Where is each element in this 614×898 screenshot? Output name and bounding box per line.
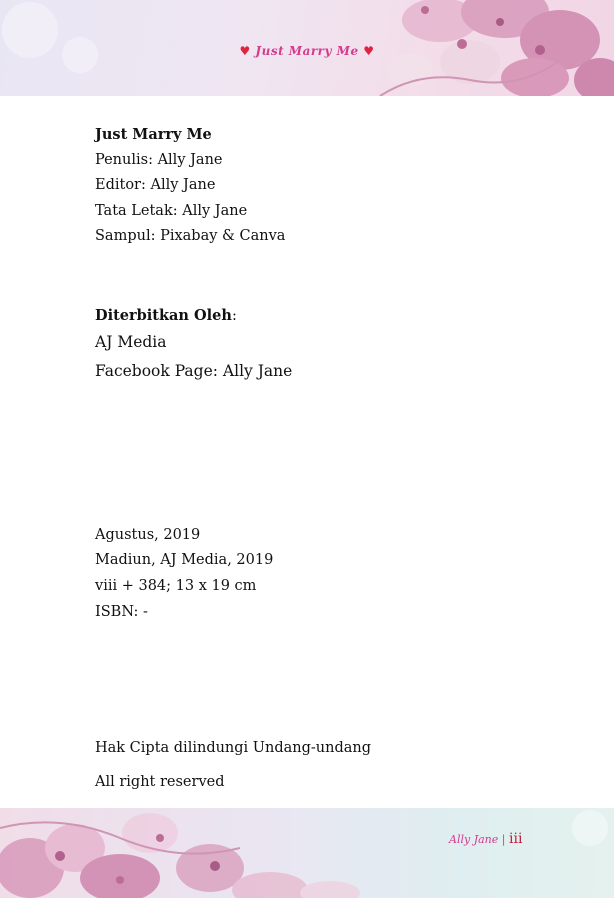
cover-line: Sampul: Pixabay & Canva bbox=[95, 228, 286, 244]
book-title: Just Marry Me bbox=[95, 126, 212, 143]
footer-separator: | bbox=[501, 833, 506, 846]
layout-line: Tata Letak: Ally Jane bbox=[95, 203, 248, 219]
publication-pages-size: viii + 384; 13 x 19 cm bbox=[95, 578, 257, 594]
publication-imprint: Madiun, AJ Media, 2019 bbox=[95, 552, 274, 568]
publisher-facebook: Facebook Page: Ally Jane bbox=[95, 362, 293, 380]
footer-credit bbox=[449, 831, 522, 847]
copyright-notice: Hak Cipta dilindungi Undang-undang bbox=[95, 740, 372, 756]
footer-author: Ally Jane bbox=[449, 833, 499, 846]
publication-isbn: ISBN: - bbox=[95, 604, 148, 620]
heart-icon: ♥ bbox=[239, 44, 251, 58]
page-footer bbox=[0, 808, 614, 898]
publisher-heading-line bbox=[95, 307, 237, 324]
publisher-name: AJ Media bbox=[95, 333, 167, 351]
rights-reserved: All right reserved bbox=[95, 774, 225, 790]
floral-footer-illustration bbox=[0, 808, 614, 898]
running-title: Just Marry Me bbox=[255, 44, 359, 58]
publisher-heading: Diterbitkan Oleh bbox=[95, 307, 232, 324]
page-number: iii bbox=[508, 831, 523, 847]
editor-line: Editor: Ally Jane bbox=[95, 177, 216, 193]
author-line: Penulis: Ally Jane bbox=[95, 152, 223, 168]
heart-icon: ♥ bbox=[363, 44, 375, 58]
page-header bbox=[0, 0, 614, 96]
publication-date: Agustus, 2019 bbox=[95, 527, 201, 543]
publisher-heading-colon: : bbox=[231, 308, 237, 324]
